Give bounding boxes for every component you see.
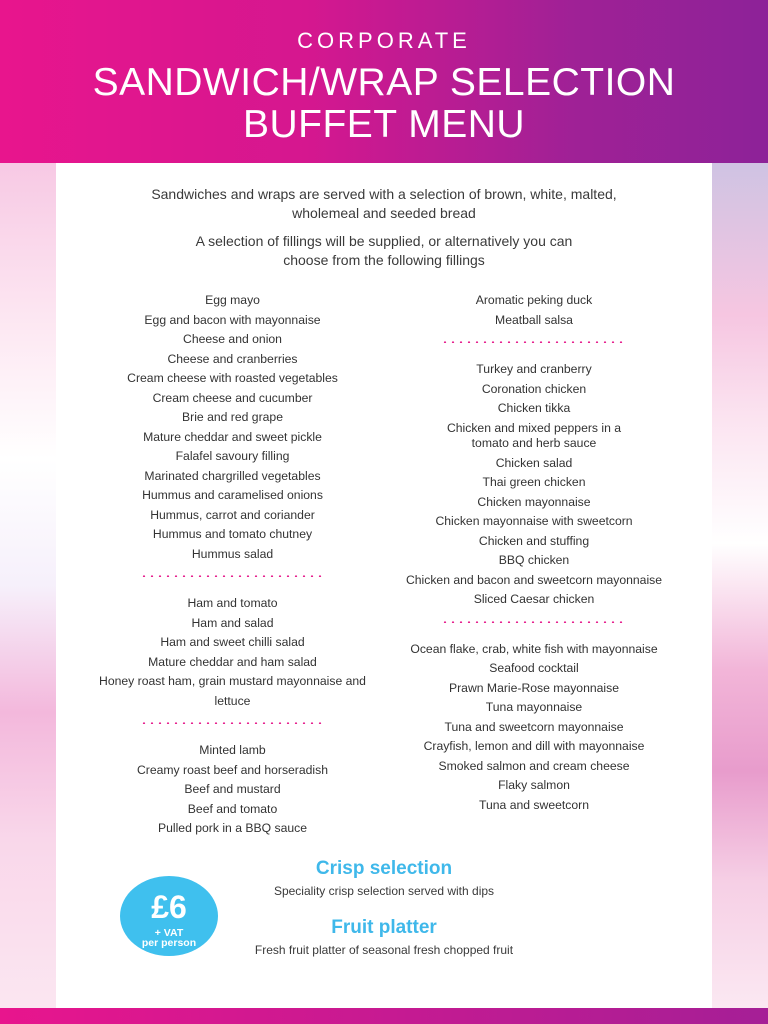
filling-item: Chicken and stuffing <box>478 533 590 548</box>
filling-item: Chicken mayonnaise <box>477 494 591 509</box>
price-badge <box>120 876 218 956</box>
header-kicker: CORPORATE <box>297 28 471 53</box>
filling-item: Minted lamb <box>199 743 266 757</box>
filling-item: Prawn Marie-Rose mayonnaise <box>448 680 620 695</box>
intro-line: Sandwiches and wraps are served with a selection of brown, white, malted, <box>151 186 617 202</box>
filling-item: Turkey and cranberry <box>476 362 592 376</box>
filling-item: Chicken mayonnaise with sweetcorn <box>435 514 633 528</box>
title-line-2: BUFFET MENU <box>242 103 526 146</box>
right-group-duck <box>392 291 676 330</box>
intro-line: wholemeal and seeded bread <box>292 205 476 221</box>
filling-item: Ham and salad <box>191 615 274 630</box>
price-amount: £6 <box>151 889 187 925</box>
filling-item: Tuna and sweetcorn <box>479 797 589 812</box>
filling-item: Aromatic peking duck <box>475 293 593 307</box>
filling-item: Mature cheddar and sweet pickle <box>143 429 322 444</box>
crisp-selection-description: Speciality crisp selection served with dips <box>273 884 495 898</box>
dotted-divider <box>441 341 627 343</box>
filling-item: Ocean flake, crab, white fish with mayonnaise <box>410 641 658 656</box>
filling-item: Brie and red grape <box>182 410 283 424</box>
filling-item: Creamy roast beef and horseradish <box>136 762 329 777</box>
right-group-poultry <box>392 360 676 610</box>
filling-item: Thai green chicken <box>482 475 586 489</box>
filling-item: Egg and bacon with mayonnaise <box>144 312 321 327</box>
filling-item: Chicken tikka <box>497 401 571 415</box>
filling-item: Hummus and caramelised onions <box>142 488 323 502</box>
right-group-fish <box>392 640 676 816</box>
filling-item: Marinated chargrilled vegetables <box>144 468 321 483</box>
dotted-divider <box>441 621 627 623</box>
filling-item: Egg mayo <box>205 293 260 307</box>
filling-item: Honey roast ham, grain mustard mayonnaise and lettuce <box>99 674 366 708</box>
filling-item: Chicken and bacon and sweetcorn mayonnaise <box>405 572 663 587</box>
filling-item: Cheese and cranberries <box>167 351 298 366</box>
filling-item: Sliced Caesar chicken <box>473 592 595 606</box>
filling-item: Hummus salad <box>191 546 274 561</box>
left-fillings-column <box>80 291 385 839</box>
filling-item: Tuna mayonnaise <box>485 700 583 714</box>
intro-fillings <box>56 232 712 270</box>
filling-item: Cheese and onion <box>183 332 282 346</box>
background-right-decoration <box>712 163 768 1008</box>
background-left-decoration <box>0 163 56 1008</box>
filling-item: Smoked salmon and cream cheese <box>438 758 630 773</box>
page-title <box>0 62 768 146</box>
left-group-ham <box>80 594 385 711</box>
filling-item: Meatball salsa <box>495 312 573 327</box>
title-line-1: SANDWICH/WRAP SELECTION <box>92 61 676 104</box>
filling-item: Ham and tomato <box>187 596 278 610</box>
right-fillings-column <box>392 291 676 815</box>
left-group-meat <box>80 741 385 839</box>
filling-item: Hummus and tomato chutney <box>152 527 313 541</box>
intro-line: choose from the following fillings <box>283 252 485 268</box>
filling-item: Hummus, carrot and coriander <box>150 507 315 522</box>
header-banner <box>0 0 768 163</box>
price-per-person: per person <box>141 937 197 949</box>
filling-item: Cream cheese with roasted vegetables <box>127 371 338 385</box>
filling-item: Tuna and sweetcorn mayonnaise <box>444 719 624 734</box>
filling-item: Chicken salad <box>495 455 573 470</box>
filling-item: Flaky salmon <box>498 778 570 792</box>
intro-line: A selection of fillings will be supplied, or alternatively you can <box>195 233 573 249</box>
filling-item: Pulled pork in a BBQ sauce <box>157 821 308 835</box>
filling-item: BBQ chicken <box>498 553 570 567</box>
price-vat: + VAT <box>154 927 184 939</box>
filling-item: Beef and tomato <box>187 801 278 816</box>
fruit-platter-description: Fresh fruit platter of seasonal fresh chopped fruit <box>254 943 514 957</box>
filling-item: Coronation chicken <box>481 381 587 396</box>
filling-item: Chicken and mixed peppers in a tomato and herb sauce <box>446 420 622 450</box>
filling-item: Crayfish, lemon and dill with mayonnaise <box>423 739 645 753</box>
footer-bar <box>0 1008 768 1024</box>
left-group-vegetarian <box>80 291 385 564</box>
filling-item: Mature cheddar and ham salad <box>148 654 317 669</box>
filling-item: Cream cheese and cucumber <box>152 390 313 405</box>
fruit-platter-title: Fruit platter <box>331 917 437 938</box>
crisp-selection-title: Crisp selection <box>315 858 453 879</box>
filling-item: Falafel savoury filling <box>175 449 290 463</box>
dotted-divider <box>140 722 326 724</box>
filling-item: Ham and sweet chilli salad <box>160 635 305 649</box>
intro-bread <box>56 185 712 223</box>
filling-item: Beef and mustard <box>184 782 281 796</box>
dotted-divider <box>140 575 326 577</box>
filling-item: Seafood cocktail <box>489 661 579 675</box>
